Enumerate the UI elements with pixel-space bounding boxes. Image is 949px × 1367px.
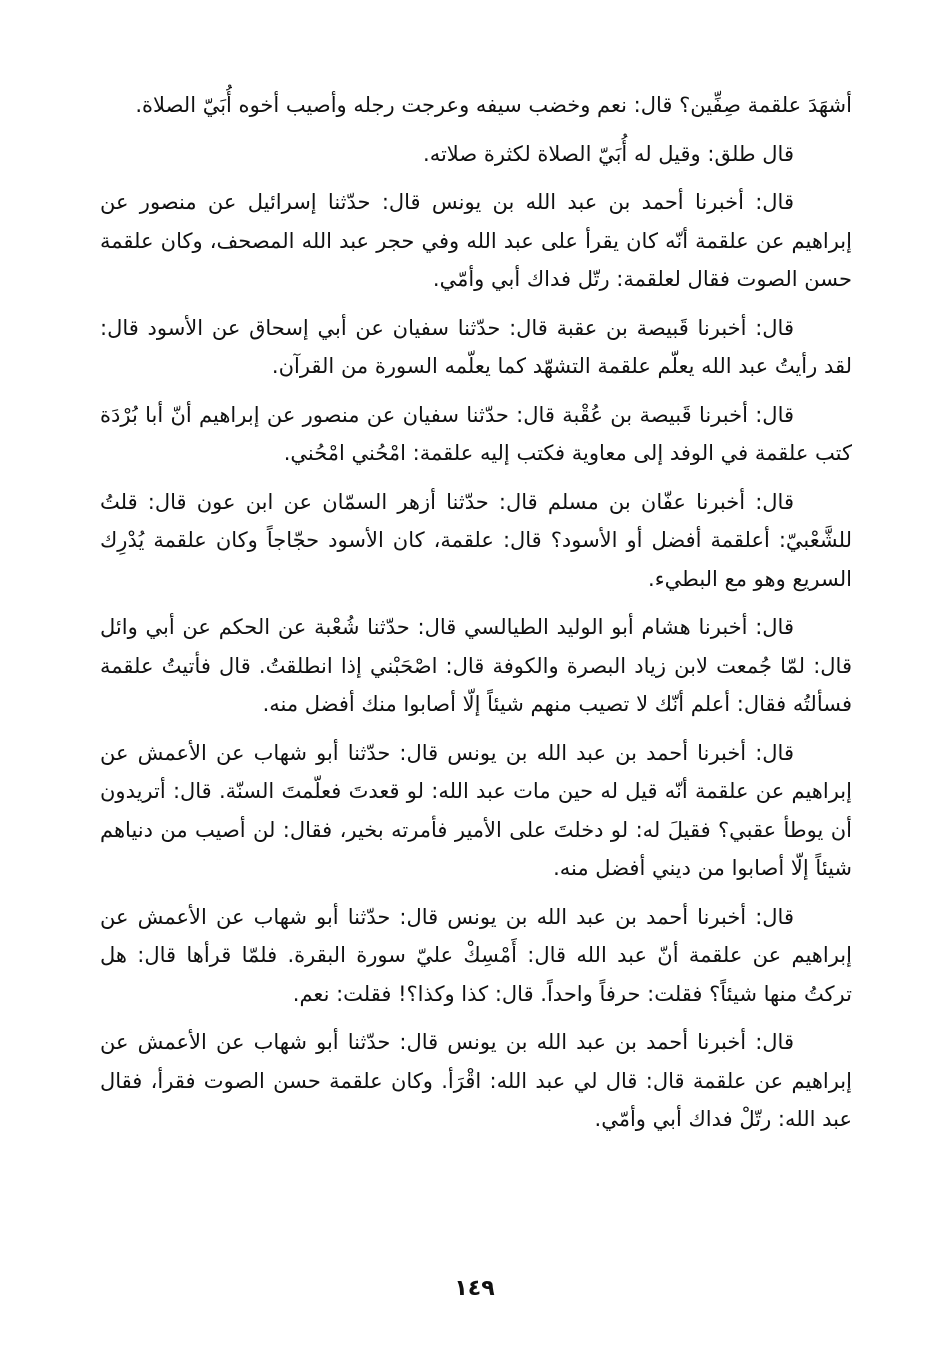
page-number: ١٤٩: [454, 1276, 495, 1301]
paragraph: قال: أخبرنا أحمد بن عبد الله بن يونس قال: حدّثنا أبو شهاب عن الأعمش عن إبراهيم عن علقمة أنّ عبد الله قال: أَمْسِكْ عليّ سورة البقرة. فلمّا قرأها قال: هل تركتُ منها شيئاً؟ فقلت: حرفاً واحداً. قال: كذا وكذا؟! فقلت: نعم.: [100, 904, 852, 1006]
paragraph: قال: أخبرنا أحمد بن عبد الله بن يونس قال: حدّثنا إسرائيل عن منصور عن إبراهيم عن علقمة أنّه كان يقرأ على عبد الله وفي حجر عبد الله المصحف، وكان علقمة حسن الصوت فقال لعلقمة: رتّل فداك أبي وأمّي.: [100, 190, 852, 291]
paragraph: أشهَدَ علقمة صِفِّين؟ قال: نعم وخضب سيفه وعرجت رجله وأصيب أخوه أُبَيّ الصلاة.: [135, 93, 852, 117]
paragraph: قال: أخبرنا أحمد بن عبد الله بن يونس قال: حدّثنا أبو شهاب عن الأعمش عن إبراهيم عن علقمة قال: قال لي عبد الله: اقْرَأ. وكان علقمة حسن الصوت فقرأ، فقال عبد الله: رتّلْ فداك أبي وأمّي.: [100, 1030, 852, 1131]
paragraph: قال طلق: وقيل له أُبَيّ الصلاة لكثرة صلاته.: [423, 141, 794, 166]
body-text: [100, 86, 852, 1149]
paragraph: قال: أخبرنا أحمد بن عبد الله بن يونس قال: حدّثنا أبو شهاب عن الأعمش عن إبراهيم عن علقمة أنّه قيل له حين مات عبد الله: لو قعدتَ فعلّمتَ السنّة. قال: أتريدون أن يوطأ عقبي؟ فقيلَ له: لو دخلتَ على الأمير فأمرته بخير، فقال: لن أصيب من دنياهم شيئاً إلّا أصابوا من ديني أفضل منه.: [100, 740, 852, 880]
paragraph: قال: أخبرنا قَبيصة بن عقبة قال: حدّثنا سفيان عن أبي إسحاق عن الأسود قال: لقد رأيتُ عبد الله يعلّم علقمة التشهّد كما يعلّمه السورة من القرآن.: [100, 315, 852, 378]
paragraph: قال: أخبرنا قَبيصة بن عُقْبة قال: حدّثنا سفيان عن منصور عن إبراهيم أنّ أبا بُرْدَة كتب علقمة في الوفد إلى معاوية فكتب إليه علقمة: امْحُني امْحُني.: [100, 402, 852, 465]
paragraph: قال: أخبرنا هشام أبو الوليد الطيالسي قال: حدّثنا شُعْبة عن الحكم عن أبي وائل قال: لمّا جُمعت لابن زياد البصرة والكوفة قال: اصْحَبْني إذا انطلقتُ. قال فأتيتُ علقمة فسألتُه فقال: أعلم أنّك لا تصيب منهم شيئاً إلّا أصابوا منك أفضل منه.: [100, 615, 852, 716]
paragraph: قال: أخبرنا عفّان بن مسلم قال: حدّثنا أزهر السمّان عن ابن عون قال: قلتُ للشَّعْبيّ: أعلقمة أفضل أو الأسود؟ قال: علقمة، كان الأسود حجّاجاً وكان علقمة يُدْرِك السريع وهو مع البطيء.: [100, 489, 852, 591]
